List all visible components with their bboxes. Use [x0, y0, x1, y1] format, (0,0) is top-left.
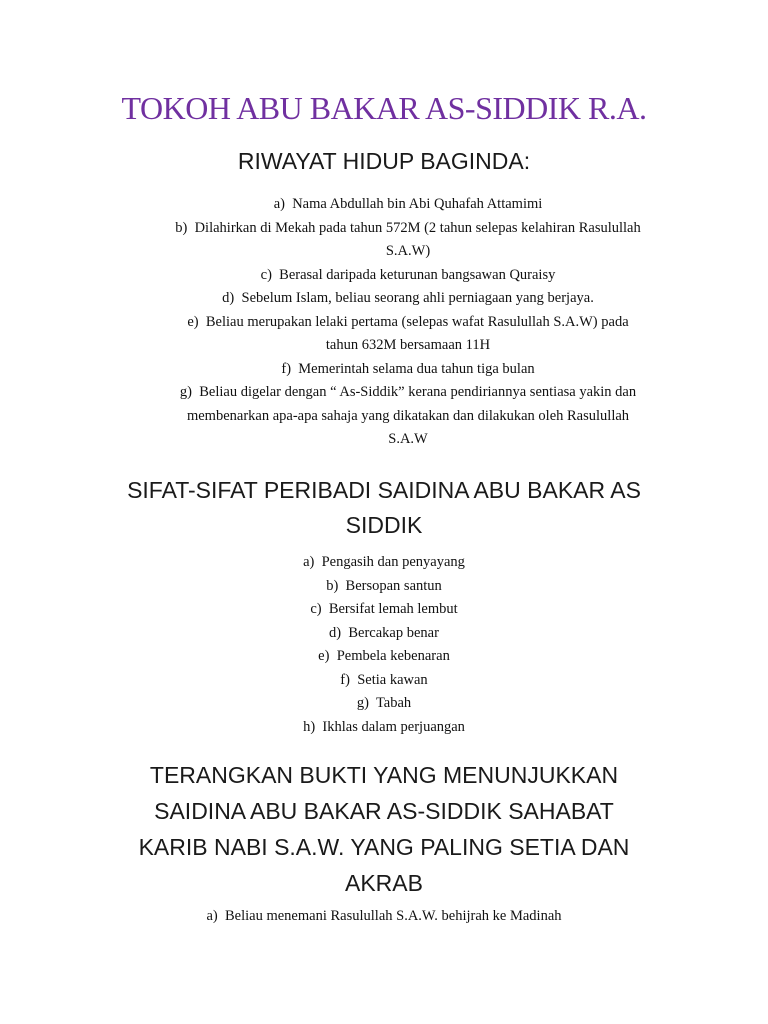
list-item	[108, 264, 708, 288]
item-text: Pengasih dan penyayang	[321, 554, 465, 570]
item-marker: g)	[356, 695, 369, 711]
item-text: Dilahirkan di Mekah pada tahun 572M (2 tahun selepas kelahiran Rasulullah	[194, 219, 641, 236]
item-text: Nama Abdullah bin Abi Quhafah Attamimi	[292, 196, 543, 212]
list-item	[100, 575, 668, 599]
item-marker: h)	[303, 718, 316, 735]
list-item	[108, 381, 708, 452]
list-item	[100, 645, 668, 669]
section-heading-riwayat: RIWAYAT HIDUP BAGINDA:	[237, 148, 531, 174]
item-text-continued: membenarkan apa-apa sahaja yang dikatakan dan dilakukan oleh Rasulullah	[186, 407, 630, 424]
item-marker: e)	[187, 313, 199, 330]
item-marker: b)	[326, 577, 339, 594]
item-text: Tabah	[375, 695, 412, 711]
item-text: Beliau menemani Rasulullah S.A.W. behijrah ke Madinah	[224, 908, 562, 924]
section-heading-sifat	[60, 473, 708, 543]
item-marker: e)	[318, 648, 330, 664]
item-text: Berasal daripada keturunan bangsawan Quraisy	[279, 266, 556, 283]
riwayat-list	[108, 193, 708, 452]
list-item	[100, 598, 668, 622]
item-marker: f)	[281, 360, 292, 377]
item-text-continued: S.A.W	[388, 431, 428, 447]
item-marker: d)	[329, 624, 342, 641]
item-text: Beliau merupakan lelaki pertama (selepas wafat Rasulullah S.A.W) pada	[205, 313, 629, 330]
item-text: Pembela kebenaran	[336, 648, 450, 664]
item-text: Beliau digelar dengan “ As-Siddik” kerana pendiriannya sentiasa yakin dan	[199, 384, 637, 400]
list-item	[108, 358, 708, 382]
list-item	[108, 287, 708, 311]
list-item	[100, 622, 668, 646]
item-text: Setia kawan	[357, 671, 428, 688]
item-marker: a)	[303, 554, 315, 570]
list-item	[100, 905, 668, 929]
item-text: Bercakap benar	[348, 624, 439, 641]
item-marker: d)	[222, 290, 235, 306]
item-text: Ikhlas dalam perjuangan	[322, 718, 465, 735]
item-marker: f)	[340, 671, 350, 688]
item-marker: c)	[310, 601, 322, 617]
heading-line: TERANGKAN BUKTI YANG MENUNJUKKAN	[149, 762, 619, 788]
item-text: Bersifat lemah lembut	[328, 601, 458, 617]
item-marker: c)	[260, 266, 272, 283]
item-marker: a)	[206, 908, 218, 924]
list-item	[108, 217, 708, 264]
item-marker: b)	[175, 219, 188, 236]
heading-line: SAIDINA ABU BAKAR AS-SIDDIK SAHABAT	[154, 798, 614, 824]
document-title: TOKOH ABU BAKAR AS-SIDDIK R.A.	[121, 90, 647, 126]
list-item	[100, 692, 668, 716]
item-text-continued: tahun 632M bersamaan 11H	[325, 337, 491, 353]
section-heading-terangkan	[60, 757, 708, 901]
list-item	[100, 669, 668, 693]
heading-line: KARIB NABI S.A.W. YANG PALING SETIA DAN	[138, 834, 630, 860]
bukti-list	[100, 905, 668, 929]
item-marker: g)	[179, 384, 192, 400]
item-text: Bersopan santun	[345, 577, 442, 594]
item-text-continued: S.A.W)	[385, 243, 431, 259]
item-text: Memerintah selama dua tahun tiga bulan	[298, 360, 535, 377]
list-item	[108, 193, 708, 217]
list-item	[100, 551, 668, 575]
heading-line: SIFAT-SIFAT PERIBADI SAIDINA ABU BAKAR AS	[127, 477, 641, 503]
item-marker: a)	[273, 196, 285, 212]
item-text: Sebelum Islam, beliau seorang ahli perniagaan yang berjaya.	[241, 290, 594, 306]
heading-line: AKRAB	[345, 870, 423, 896]
list-item	[108, 311, 708, 358]
heading-line: SIDDIK	[345, 512, 423, 538]
sifat-list	[100, 551, 668, 739]
list-item	[100, 716, 668, 740]
